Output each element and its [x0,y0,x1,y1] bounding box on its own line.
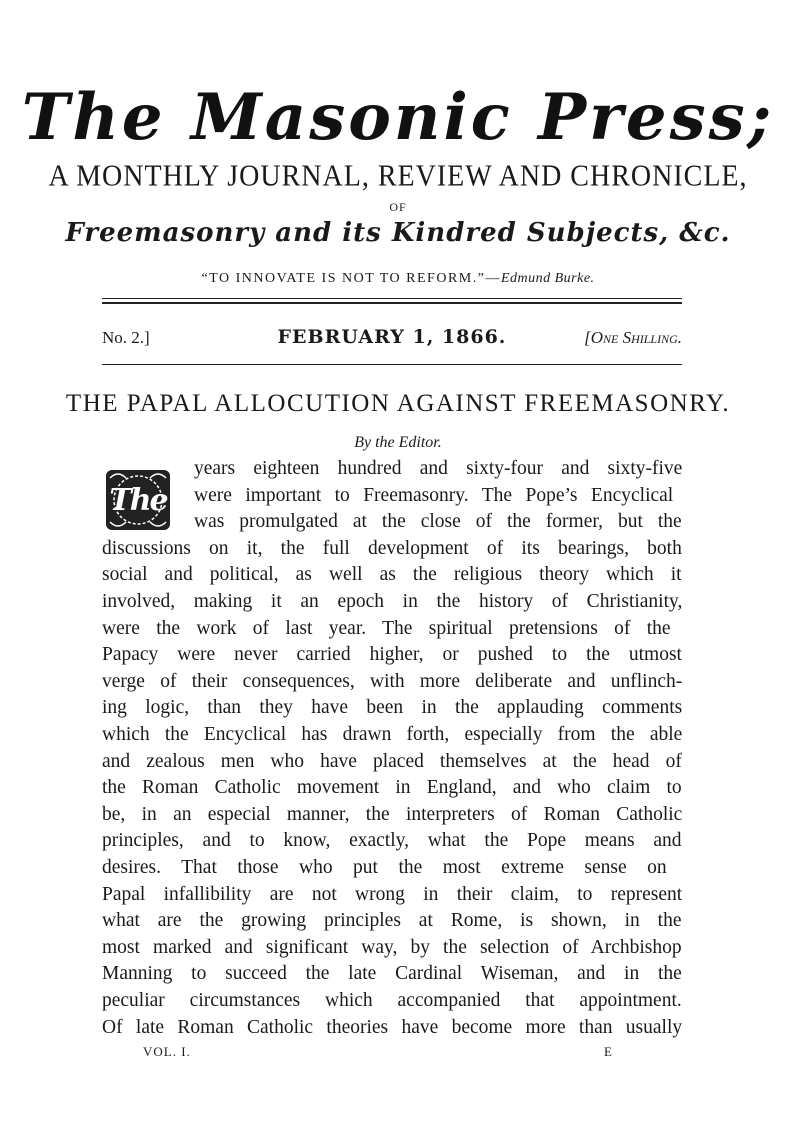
article-line: most marked and significant way, by the selection of Archbishop [102,936,682,958]
issue-rule [102,364,682,365]
article-line: what are the growing principles at Rome, is shown, in the [102,910,682,932]
article-line: Of late Roman Catholic theories have become more than usually [102,1016,683,1038]
dropcap-letters: The [109,482,167,518]
article-line: Manning to succeed the late Cardinal Wiseman, and in the [102,963,682,985]
article-line: ing logic, than they have been in the applauding comments [102,697,683,719]
article-line: Papacy were never carried higher, or pushed to the utmost [102,644,682,666]
article-line: the Roman Catholic movement in England, and who claim to [102,777,682,799]
subtitle-of: OF [389,200,407,214]
motto-quote: “TO INNOVATE IS NOT TO REFORM.”— [201,271,501,286]
volume-label: VOL. I. [143,1044,191,1059]
journal-subjects: Freemasonry and its Kindred Subjects, &c. [65,218,731,248]
article-line: social and political, as well as the religious theory which it [102,564,682,586]
signature-mark: E [604,1044,612,1059]
issue-number: No. 2.] [102,328,150,347]
issue-price: [One Shilling. [584,328,682,347]
article-line: verge of their consequences, with more deliberate and unflinch- [102,670,683,692]
article-byline: By the Editor. [354,434,442,451]
article-line: involved, making it an epoch in the history of Christianity, [102,591,683,612]
article-line: years eighteen hundred and sixty-four and sixty-five [194,458,683,479]
article-line: were the work of last year. The spiritual pretensions of the [102,617,671,639]
article-line: and zealous men who have placed themselves at the head of [102,750,682,772]
article-line: Papal infallibility are not wrong in their claim, to represent [102,883,683,905]
header-rule-thick [102,302,682,304]
article-line: was promulgated at the close of the former, but the [194,511,682,533]
article-line: principles, and to know, exactly, what the Pope means and [102,830,682,852]
article-line: desires. That those who put the most extreme sense on [102,857,667,878]
masthead-title: The Masonic Press; [21,80,775,155]
header-rule-thin [102,298,682,299]
issue-date: FEBRUARY 1, 1866. [277,326,507,348]
journal-subtitle: A MONTHLY JOURNAL, REVIEW AND CHRONICLE, [48,159,748,194]
article-line: which the Encyclical has drawn forth, especially from the able [102,724,683,745]
motto-author: Edmund Burke. [500,271,595,286]
article-line: peculiar circumstances which accompanied that appointment. [102,990,682,1011]
dropcap-ornament [104,468,172,532]
article-line: were important to Freemasonry. The Pope’s Encyclical [194,484,674,506]
article-line: discussions on it, the full development of its bearings, both [102,537,682,559]
article-title: THE PAPAL ALLOCUTION AGAINST FREEMASONRY. [65,390,731,417]
motto [0,271,796,287]
article-line: be, in an especial manner, the interpreters of Roman Catholic [102,803,683,825]
